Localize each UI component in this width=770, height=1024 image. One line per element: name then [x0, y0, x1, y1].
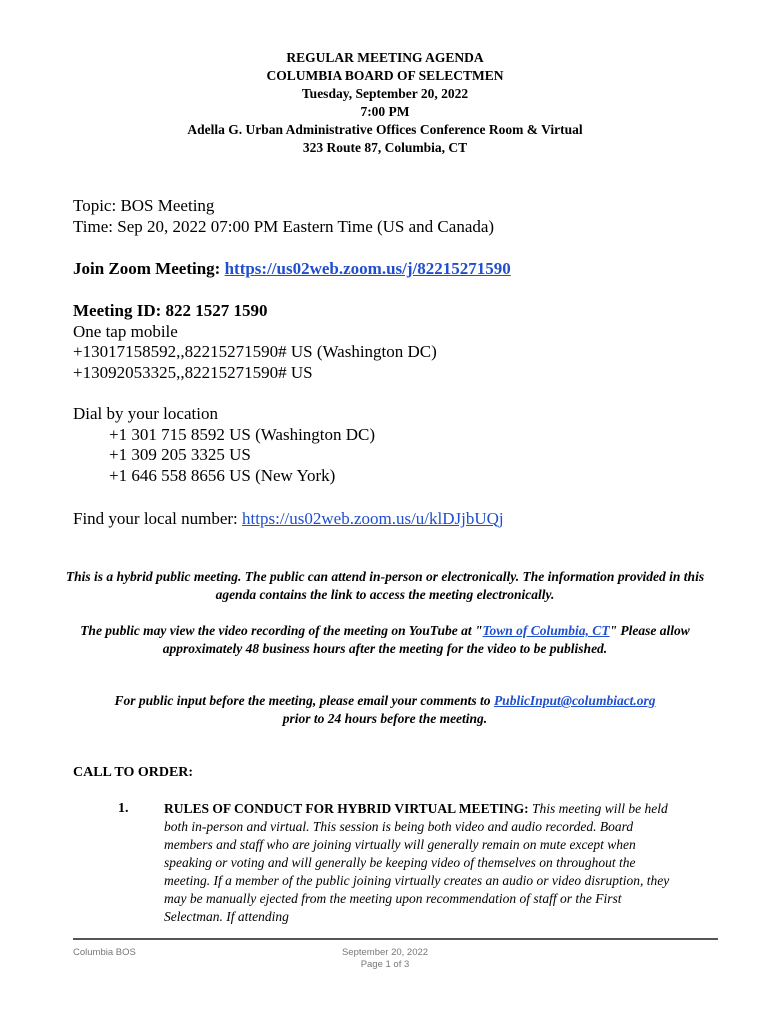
hybrid-notice: This is a hybrid public meeting. The public can attend in-person or electronically. The information provided in this agenda contains the link to access the meeting electronically.	[65, 569, 705, 602]
header-time: 7:00 PM	[360, 104, 410, 119]
footer-center	[300, 947, 470, 971]
header-date: Tuesday, September 20, 2022	[301, 86, 469, 101]
agenda-item-number: 1.	[118, 801, 129, 816]
meeting-id-block	[73, 301, 437, 383]
footer-page-number: Page 1 of 3	[360, 959, 410, 970]
footer-divider	[73, 938, 718, 940]
header-address: 323 Route 87, Columbia, CT	[302, 140, 468, 155]
agenda-item-text: This meeting will be held both in-person and virtual. This session is being both video and audio recorded. Board members and staff who are joining virtually will generally remain on mute except when speaking or voting and will generally be keeping video of themselves on throughout the meeting. If a member of the public joining virtually creates an audio or video disruption, they may be manually ejected from the meeting upon recommendation of staff or the First Selectman. If attending	[164, 801, 670, 924]
one-tap-number: +13092053325,,82215271590# US	[73, 362, 313, 382]
agenda-item-rules-of-conduct	[164, 800, 679, 926]
public-input-notice	[110, 692, 660, 728]
one-tap-label: One tap mobile	[73, 321, 178, 341]
header-title: REGULAR MEETING AGENDA	[286, 50, 484, 65]
meeting-time: Time: Sep 20, 2022 07:00 PM Eastern Time (US and Canada)	[73, 216, 495, 236]
footer-date: September 20, 2022	[341, 947, 429, 958]
youtube-notice	[60, 622, 710, 658]
join-zoom-line	[73, 259, 511, 280]
find-local-link[interactable]: https://us02web.zoom.us/u/klDJjbUQj	[242, 509, 504, 528]
public-input-email-link[interactable]: PublicInput@columbiact.org	[493, 693, 656, 708]
meeting-topic: Topic: BOS Meeting	[73, 196, 215, 215]
youtube-notice-text-end: " Please allow approximately 48 business hours after the meeting for the video to be published.	[162, 623, 690, 656]
header-location: Adella G. Urban Administrative Offices Conference Room & Virtual	[187, 122, 583, 137]
agenda-item-title: RULES OF CONDUCT FOR HYBRID VIRTUAL MEETING:	[164, 801, 529, 816]
dial-label: Dial by your location	[73, 404, 218, 423]
youtube-notice-text: The public may view the video recording of the meeting on YouTube at "	[80, 623, 483, 638]
call-to-order-heading: CALL TO ORDER:	[73, 765, 194, 780]
youtube-channel-link[interactable]: Town of Columbia, CT	[482, 623, 610, 638]
meeting-topic-block	[73, 196, 494, 237]
one-tap-number: +13017158592,,82215271590# US (Washington DC)	[73, 342, 437, 361]
footer-org: Columbia BOS	[73, 947, 136, 958]
find-local-line	[73, 509, 504, 530]
dial-number: +1 309 205 3325 US	[109, 445, 251, 464]
join-zoom-label: Join Zoom Meeting:	[73, 259, 225, 278]
meeting-id: Meeting ID: 822 1527 1590	[73, 301, 268, 320]
dial-block	[73, 404, 375, 486]
find-local-label: Find your local number:	[73, 509, 243, 528]
header-board: COLUMBIA BOARD OF SELECTMEN	[266, 68, 504, 83]
agenda-header	[0, 49, 770, 157]
public-input-text: For public input before the meeting, please email your comments to	[114, 693, 494, 708]
dial-number: +1 301 715 8592 US (Washington DC)	[109, 424, 376, 444]
public-input-text-end: prior to 24 hours before the meeting.	[282, 711, 488, 726]
join-zoom-link[interactable]: https://us02web.zoom.us/j/82215271590	[224, 259, 511, 278]
dial-number: +1 646 558 8656 US (New York)	[109, 465, 336, 485]
